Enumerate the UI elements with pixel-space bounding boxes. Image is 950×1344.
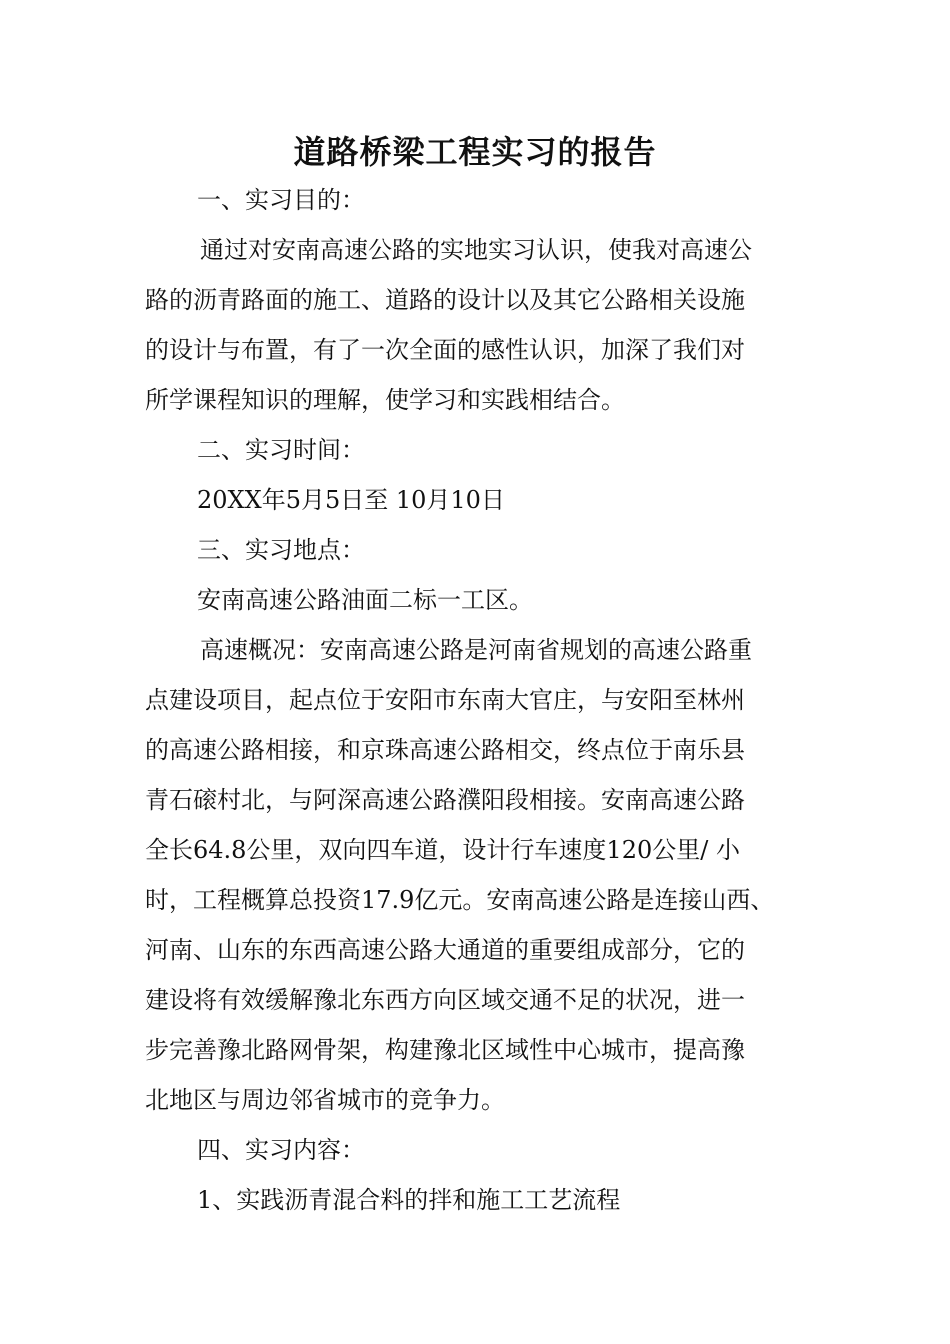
paragraph-line: 高速概况：安南高速公路是河南省规划的高速公路重: [200, 636, 752, 664]
paragraph-line: 全长64.8公里，双向四车道，设计行车速度120公里/ 小: [145, 836, 740, 864]
paragraph-line: 河南、山东的东西高速公路大通道的重要组成部分，它的: [145, 936, 745, 964]
paragraph-line: 的高速公路相接，和京珠高速公路相交，终点位于南乐县: [145, 736, 745, 764]
content-item-1: 1、实践沥青混合料的拌和施工工艺流程: [197, 1186, 621, 1214]
paragraph-line: 的设计与布置，有了一次全面的感性认识，加深了我们对: [145, 336, 745, 364]
paragraph-line: 点建设项目，起点位于安阳市东南大官庄，与安阳至林州: [145, 686, 745, 714]
document-title: 道路桥梁工程实习的报告: [293, 133, 657, 171]
paragraph-line: 通过对安南高速公路的实地实习认识，使我对高速公: [200, 236, 752, 264]
paragraph-line: 路的沥青路面的施工、道路的设计以及其它公路相关设施: [145, 286, 745, 314]
section-heading-location: 三、实习地点：: [197, 536, 365, 564]
paragraph-line: 建设将有效缓解豫北东西方向区域交通不足的状况，进一: [145, 986, 745, 1014]
section-heading-content: 四、实习内容：: [197, 1136, 365, 1164]
internship-dates: 20XX年5月5日至 10月10日: [197, 486, 505, 514]
internship-location: 安南高速公路油面二标一工区。: [197, 586, 533, 614]
paragraph-line: 时，工程概算总投资17.9亿元。安南高速公路是连接山西、: [145, 886, 775, 914]
section-heading-time: 二、实习时间：: [197, 436, 365, 464]
paragraph-line: 北地区与周边邻省城市的竞争力。: [145, 1086, 505, 1114]
paragraph-line: 所学课程知识的理解，使学习和实践相结合。: [145, 386, 625, 414]
paragraph-line: 青石磙村北，与阿深高速公路濮阳段相接。安南高速公路: [145, 786, 745, 814]
paragraph-line: 步完善豫北路网骨架，构建豫北区域性中心城市，提高豫: [145, 1036, 745, 1064]
section-heading-purpose: 一、实习目的：: [197, 186, 365, 214]
